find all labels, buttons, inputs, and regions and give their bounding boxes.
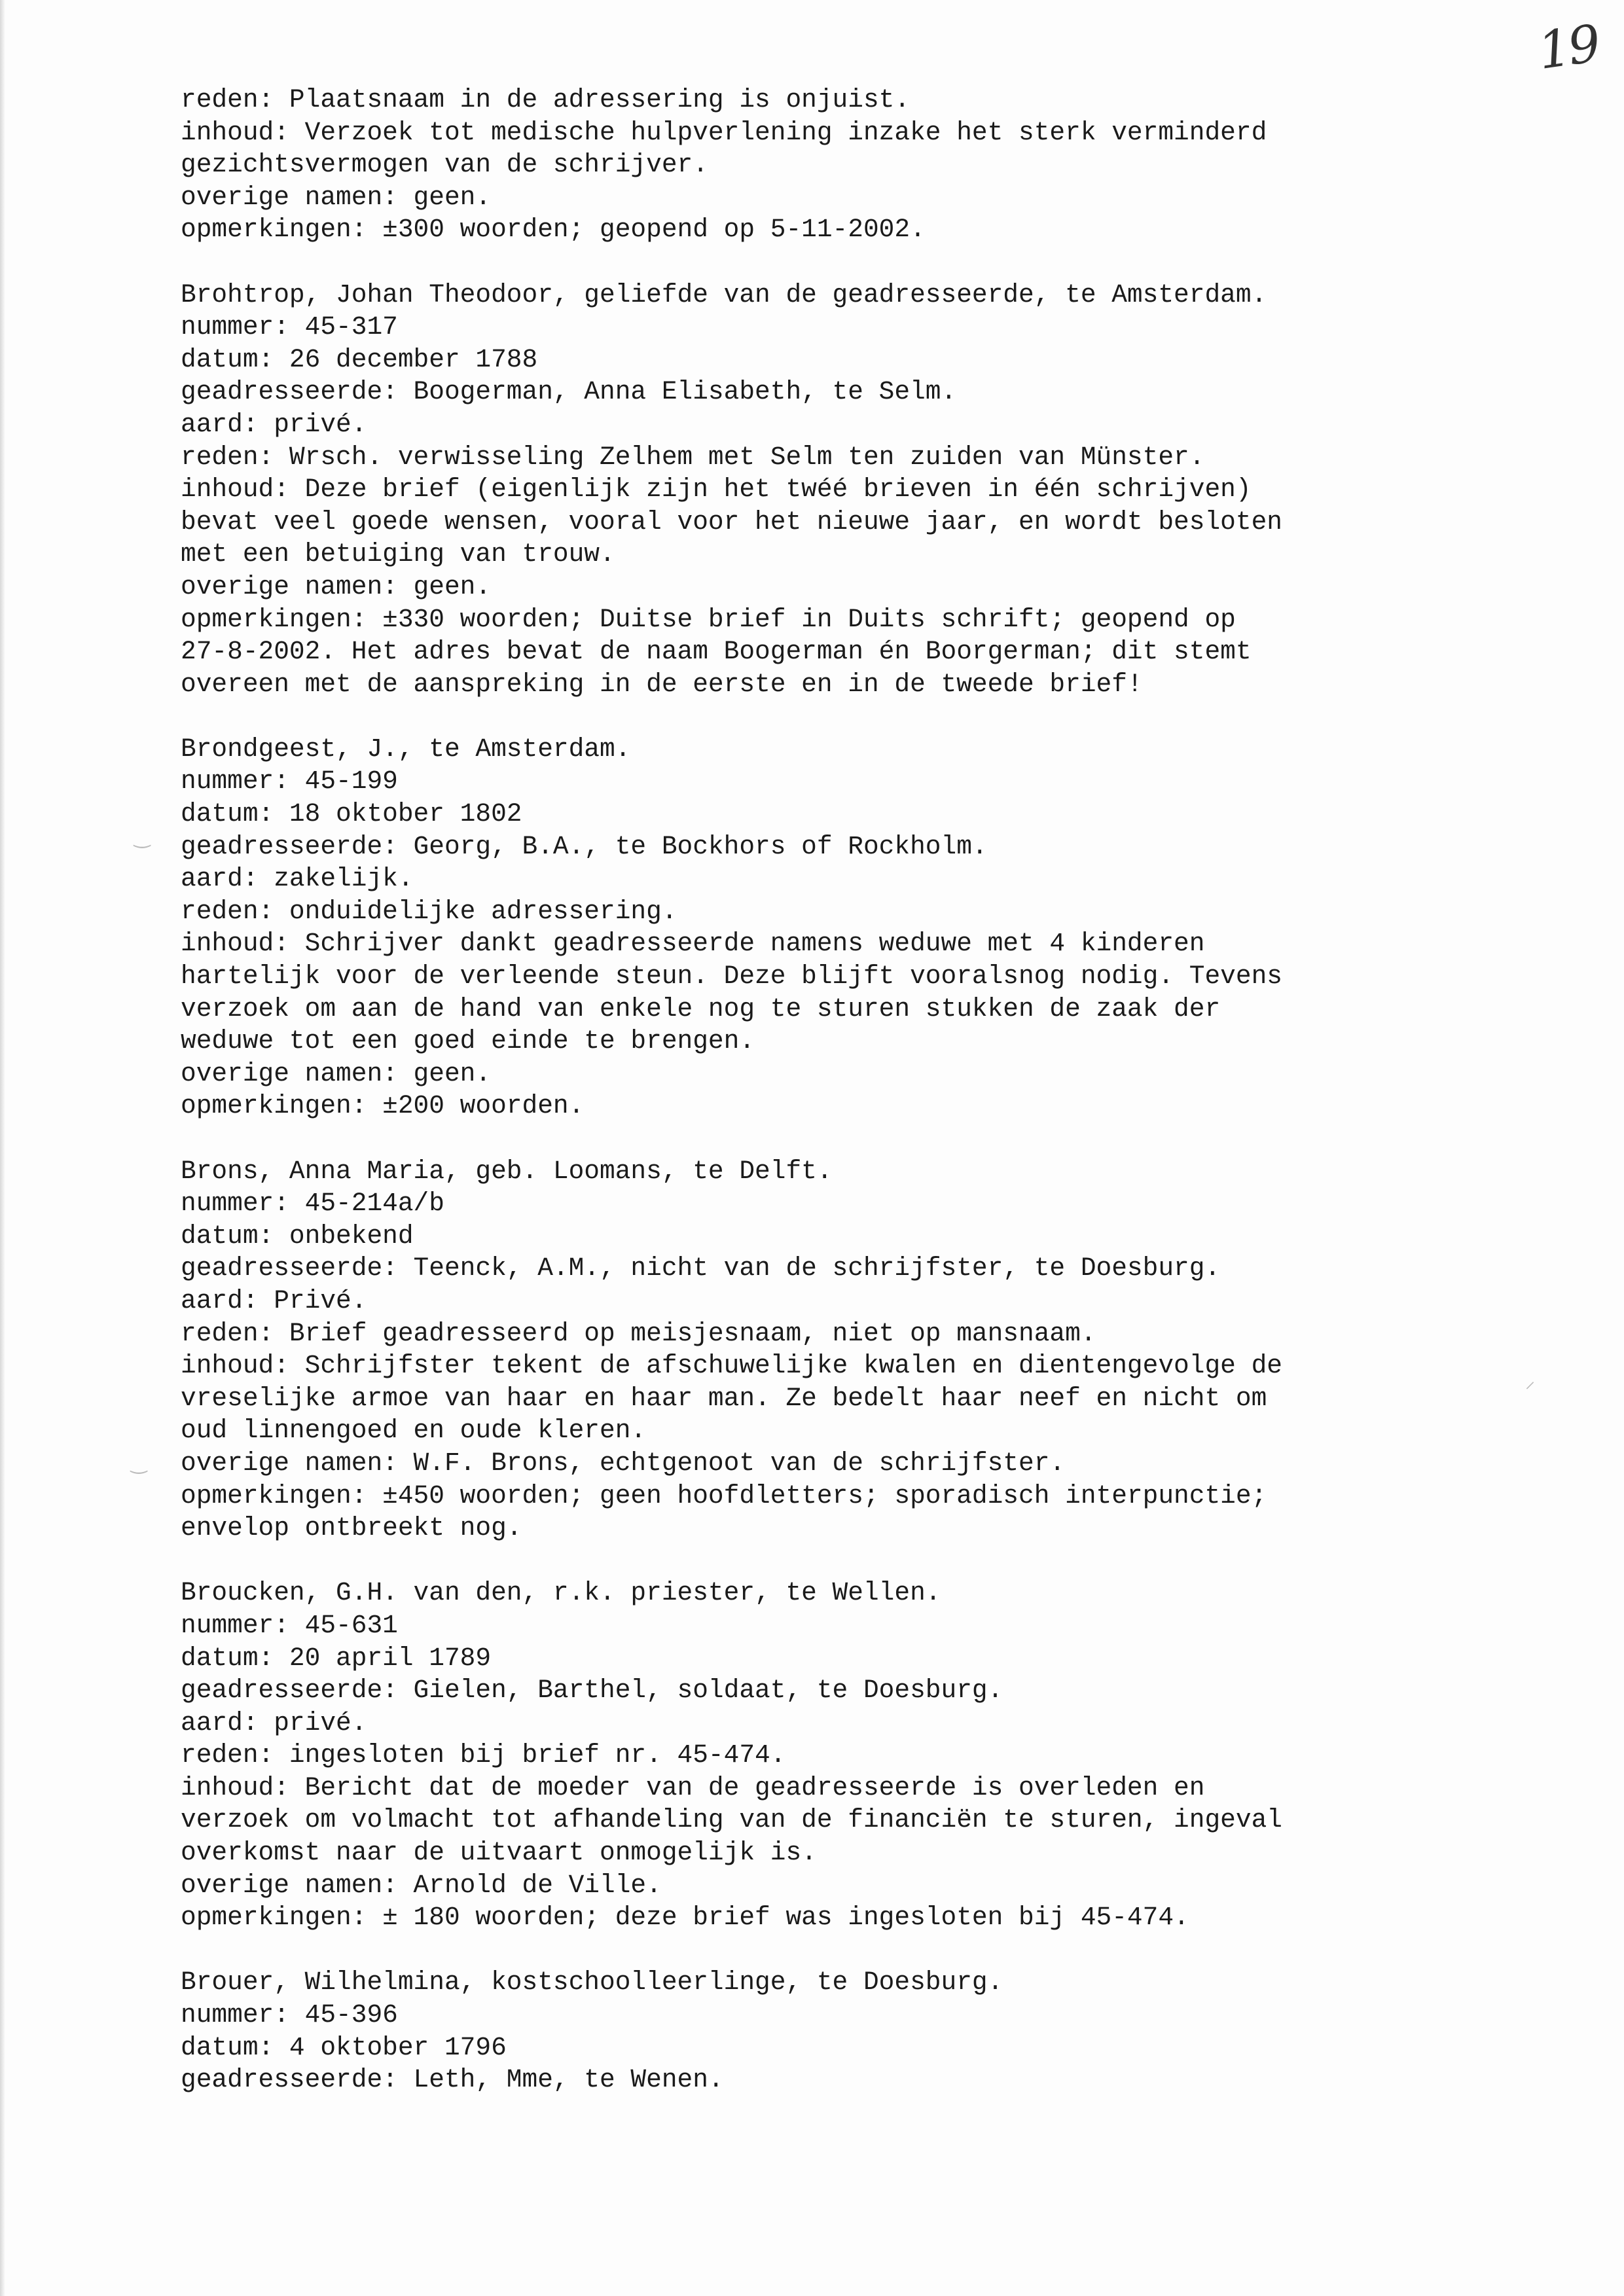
entry-line: inhoud: Bericht dat de moeder van de geadresseerde is overleden en	[181, 1772, 1205, 1803]
entry-line: envelop ontbreekt nog.	[181, 1513, 522, 1543]
scan-speck: ‿	[134, 826, 151, 849]
entry-line: geadresseerde: Georg, B.A., te Bockhors of Rockholm.	[181, 831, 988, 861]
entry-line: nummer: 45-396	[181, 2000, 398, 2030]
entry-line: opmerkingen: ±300 woorden; geopend op 5-11-2002.	[181, 215, 926, 245]
entry-line: datum: 18 oktober 1802	[181, 799, 522, 829]
entry-separator	[181, 246, 1588, 279]
entry-line: inhoud: Schrijver dankt geadresseerde namens weduwe met 4 kinderen	[181, 929, 1205, 959]
entry-separator	[181, 1545, 1588, 1577]
entry-line: reden: Plaatsnaam in de adressering is onjuist.	[181, 85, 911, 115]
entry-separator	[181, 700, 1588, 733]
entry-line: gezichtsvermogen van de schrijver.	[181, 150, 708, 180]
entry-line: Brouer, Wilhelmina, kostschoolleerlinge, te Doesburg.	[181, 1967, 1003, 1998]
letter-entry	[181, 733, 1588, 1122]
entry-line: Brondgeest, J., te Amsterdam.	[181, 734, 631, 764]
entry-line: verzoek om volmacht tot afhandeling van de financiën te sturen, ingeval	[181, 1805, 1282, 1835]
entry-line: overkomst naar de uitvaart onmogelijk is.	[181, 1838, 817, 1868]
entry-line: reden: Wrsch. verwisseling Zelhem met Selm ten zuiden van Münster.	[181, 442, 1205, 472]
entry-line: datum: onbekend	[181, 1221, 414, 1251]
entry-line: overige namen: geen.	[181, 571, 492, 601]
entry-line: Brohtrop, Johan Theodoor, geliefde van de geadresseerde, te Amsterdam.	[181, 279, 1267, 310]
entry-line: Broucken, G.H. van den, r.k. priester, te Wellen.	[181, 1578, 941, 1608]
entry-line: oud linnengoed en oude kleren.	[181, 1416, 647, 1446]
scan-speck: ‿	[131, 1452, 147, 1475]
entry-line: aard: Privé.	[181, 1285, 367, 1316]
entry-line: overige namen: W.F. Brons, echtgenoot van de schrijfster.	[181, 1448, 1066, 1478]
entry-line: aard: zakelijk.	[181, 864, 414, 894]
entry-line: overige namen: geen.	[181, 1058, 492, 1088]
letter-entry	[181, 1577, 1588, 1934]
entry-line: vreselijke armoe van haar en haar man. Ze bedelt haar neef en nicht om	[181, 1383, 1267, 1413]
letter-entry	[181, 279, 1588, 701]
entry-line: bevat veel goede wensen, vooral voor het nieuwe jaar, en wordt besloten	[181, 507, 1282, 537]
entry-line: 27-8-2002. Het adres bevat de naam Boogerman én Boorgerman; dit stemt	[181, 637, 1252, 667]
entry-line: inhoud: Schrijfster tekent de afschuwelijke kwalen en dientengevolge de	[181, 1351, 1282, 1381]
entry-line: geadresseerde: Gielen, Barthel, soldaat, te Doesburg.	[181, 1676, 1003, 1706]
entry-line: reden: onduidelijke adressering.	[181, 896, 677, 926]
entry-line: geadresseerde: Leth, Mme, te Wenen.	[181, 2065, 724, 2095]
entry-line: inhoud: Verzoek tot medische hulpverlening inzake het sterk verminderd	[181, 117, 1267, 147]
entry-line: Brons, Anna Maria, geb. Loomans, te Delft.	[181, 1156, 833, 1186]
entry-line: nummer: 45-199	[181, 766, 398, 797]
letter-entry	[181, 1155, 1588, 1545]
scan-speck: ⸝	[1525, 1370, 1535, 1393]
entry-line: overige namen: Arnold de Ville.	[181, 1870, 662, 1900]
letter-entry	[181, 1966, 1588, 2096]
entry-line: geadresseerde: Boogerman, Anna Elisabeth, te Selm.	[181, 377, 957, 407]
entry-line: reden: Brief geadresseerd op meisjesnaam, niet op mansnaam.	[181, 1318, 1096, 1348]
entry-line: datum: 26 december 1788	[181, 344, 538, 374]
entry-line: met een betuiging van trouw.	[181, 539, 615, 569]
entry-line: aard: privé.	[181, 1708, 367, 1738]
entry-line: opmerkingen: ±200 woorden.	[181, 1091, 585, 1121]
entry-line: nummer: 45-214a/b	[181, 1189, 444, 1219]
entry-line: aard: privé.	[181, 409, 367, 439]
entry-line: datum: 4 oktober 1796	[181, 2032, 507, 2062]
letter-entry	[181, 84, 1588, 246]
entry-line: opmerkingen: ± 180 woorden; deze brief was ingesloten bij 45-474.	[181, 1903, 1189, 1933]
entry-line: overige namen: geen.	[181, 182, 492, 212]
entry-line: opmerkingen: ±330 woorden; Duitse brief in Duits schrift; geopend op	[181, 604, 1236, 634]
entry-separator	[181, 1934, 1588, 1967]
entry-line: nummer: 45-631	[181, 1610, 398, 1640]
document-body	[181, 84, 1588, 2096]
entry-line: datum: 20 april 1789	[181, 1643, 492, 1673]
entry-line: hartelijk voor de verleende steun. Deze blijft vooralsnog nodig. Tevens	[181, 961, 1282, 992]
entry-line: weduwe tot een goed einde te brengen.	[181, 1026, 755, 1056]
entry-line: nummer: 45-317	[181, 312, 398, 342]
page-number: 19	[1534, 14, 1602, 81]
entry-separator	[181, 1122, 1588, 1155]
entry-line: overeen met de aanspreking in de eerste en in de tweede brief!	[181, 669, 1143, 699]
entry-line: geadresseerde: Teenck, A.M., nicht van de schrijfster, te Doesburg.	[181, 1253, 1221, 1283]
entry-line: verzoek om aan de hand van enkele nog te sturen stukken de zaak der	[181, 994, 1221, 1024]
scan-edge	[0, 0, 5, 2296]
entry-line: opmerkingen: ±450 woorden; geen hoofdletters; sporadisch interpunctie;	[181, 1480, 1267, 1511]
entry-line: inhoud: Deze brief (eigenlijk zijn het twéé brieven in één schrijven)	[181, 475, 1252, 505]
entry-line: reden: ingesloten bij brief nr. 45-474.	[181, 1740, 786, 1770]
